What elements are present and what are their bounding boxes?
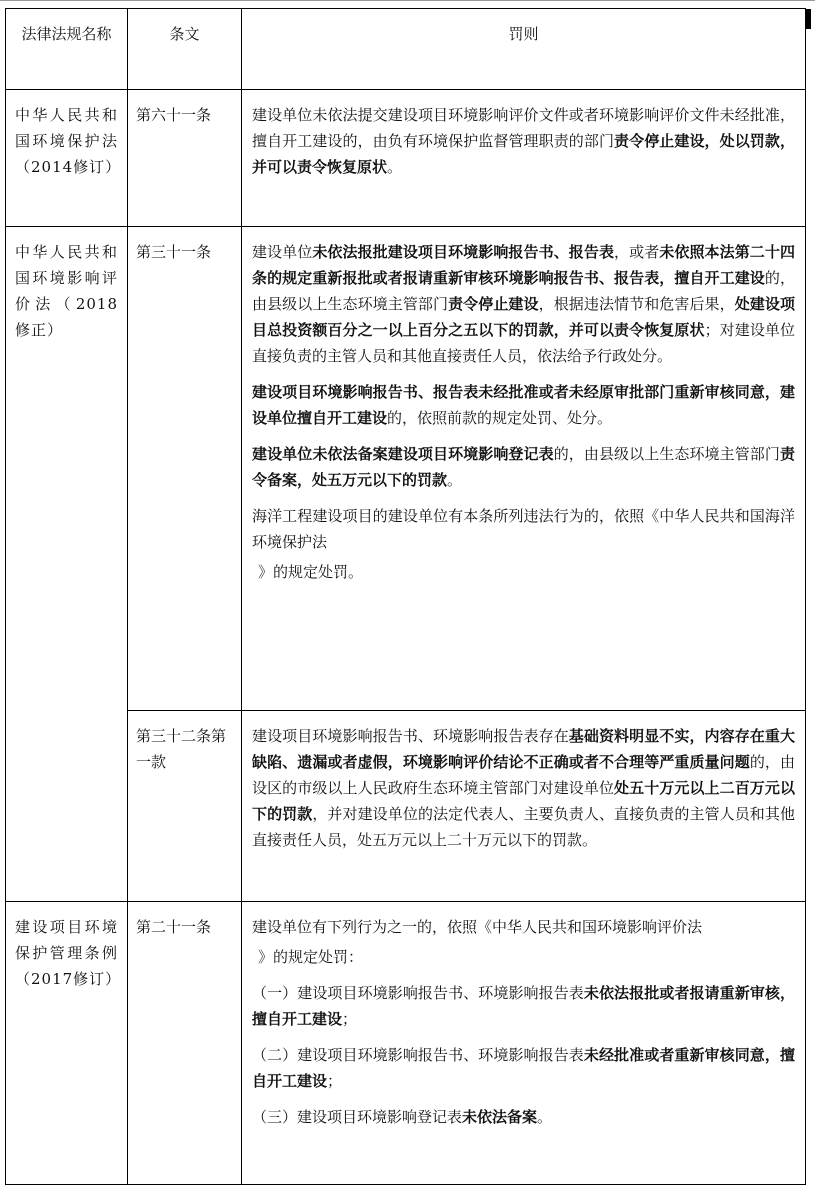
table-header-row <box>6 9 806 90</box>
header-article: 条文 <box>128 9 242 90</box>
penalty-cell <box>242 902 806 1185</box>
penalty-paragraph: （一）建设项目环境影响报告书、环境影响报告表未依法报批或者报请重新审核，擅自开工建设； <box>252 984 795 1028</box>
penalty-paragraph: 建设项目环境影响报告书、报告表未经批准或者未经原审批部门重新审核同意，建设单位擅自开工建设的，依照前款的规定处罚、处分。 <box>252 383 795 427</box>
law-name-cell: 建设项目环境保护管理条例（2017修订） <box>6 902 128 1185</box>
penalty-paragraph: 》的规定处罚： <box>258 948 364 966</box>
penalty-paragraph: 建设单位未依法报批建设项目环境影响报告书、报告表，或者未依照本法第二十四条的规定重新报批或者报请重新审核环境影响报告书、报告表，擅自开工建设的，由县级以上生态环境主管部门责令停止建设，根据违法情节和危害后果，处建设项目总投资额百分之一以上百分之五以下的罚款，并可以责令恢复原状；对建设单位直接负责的主管人员和其他直接责任人员，依法给予行政处分。 <box>252 243 795 365</box>
header-law-name: 法律法规名称 <box>6 9 128 90</box>
penalty-cell <box>242 711 806 902</box>
article-cell: 第六十一条 <box>128 90 242 227</box>
law-name-cell: 中华人民共和国环境保护法（2014修订） <box>6 90 128 227</box>
penalty-paragraph: （二）建设项目环境影响报告书、环境影响报告表未经批准或者重新审核同意，擅自开工建设； <box>252 1046 795 1090</box>
article-cell: 第二十一条 <box>128 902 242 1185</box>
penalty-paragraph: 海洋工程建设项目的建设单位有本条所列违法行为的，依照《中华人民共和国海洋环境保护法 <box>252 507 795 551</box>
header-penalty: 罚则 <box>242 9 806 90</box>
penalty-paragraph: （三）建设项目环境影响登记表未依法备案。 <box>252 1108 553 1126</box>
penalty-paragraph: 建设项目环境影响报告书、环境影响报告表存在基础资料明显不实，内容存在重大缺陷、遗漏或者虚假，环境影响评价结论不正确或者不合理等严重质量问题的，由设区的市级以上人民政府生态环境主管部门对建设单位处五十万元以上二百万元以下的罚款，并对建设单位的法定代表人、主要负责人、直接负责的主管人员和其他直接责任人员，处五万元以上二十万元以下的罚款。 <box>252 727 795 849</box>
article-cell: 第三十二条第一款 <box>128 711 242 902</box>
table-row <box>6 90 806 227</box>
table-row <box>6 902 806 1185</box>
penalty-cell <box>242 90 806 227</box>
law-penalty-table <box>5 8 806 1185</box>
article-cell: 第三十一条 <box>128 227 242 711</box>
penalty-paragraph: 建设单位有下列行为之一的，依照《中华人民共和国环境影响评价法 <box>252 918 703 936</box>
law-name-cell: 中华人民共和国环境影响评价法（2018修正） <box>6 227 128 902</box>
table-row <box>6 227 806 711</box>
penalty-cell <box>242 227 806 711</box>
page-top-border <box>0 0 815 1</box>
penalty-paragraph: 建设单位未依法备案建设项目环境影响登记表的，由县级以上生态环境主管部门责令备案，处五万元以下的罚款。 <box>252 445 795 489</box>
penalty-paragraph: 》的规定处罚。 <box>258 563 364 581</box>
penalty-paragraph: 建设单位未依法提交建设项目环境影响评价文件或者环境影响评价文件未经批准，擅自开工建设的，由负有环境保护监督管理职责的部门责令停止建设，处以罚款，并可以责令恢复原状。 <box>252 106 795 176</box>
